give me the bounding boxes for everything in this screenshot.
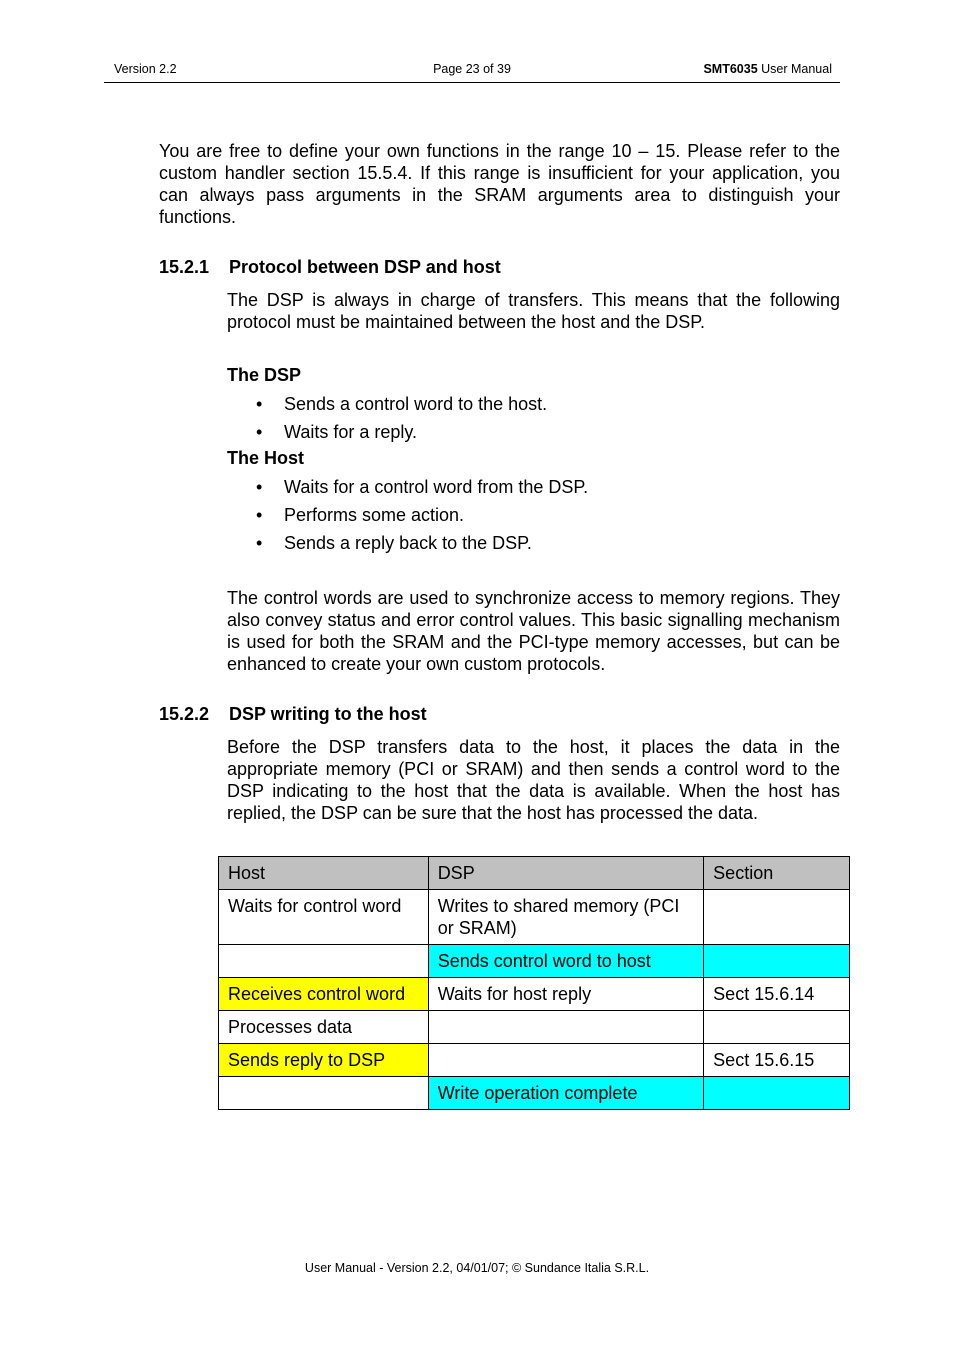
header-manual: User Manual [757,62,832,76]
section-number: 15.2.1 [159,257,210,277]
table-row [219,1011,850,1044]
table-cell: Sect 15.6.14 [704,978,850,1011]
list-item: • Sends a reply back to the DSP. [227,532,840,560]
header-cell-host: Host [219,857,429,890]
table-cell: Sect 15.6.15 [704,1044,850,1077]
list-item: • Waits for a control word from the DSP. [227,476,840,504]
table-row [219,945,850,978]
table-cell: Waits for host reply [428,978,703,1011]
table-cell [428,1011,703,1044]
list-item: • Performs some action. [227,504,840,532]
page-footer: User Manual - Version 2.2, 04/01/07; © Sundance Italia S.R.L. [304,1261,650,1275]
table-cell: Processes data [219,1011,429,1044]
protocol-paragraph: The DSP is always in charge of transfers. This means that the following protocol must be maintained between the host and the DSP. [227,290,840,332]
dsp-bullet-list [227,393,840,449]
section-heading-15-2-1 [159,257,501,278]
header-product: SMT6035 [703,62,758,76]
table-cell [219,1077,429,1110]
host-bullet-list [227,476,840,560]
table-header-row [219,857,850,890]
table-cell [704,1077,850,1110]
page-header [104,62,840,83]
table-row [219,1044,850,1077]
section-number: 15.2.2 [159,704,210,724]
table-cell [219,945,429,978]
dsp-writing-paragraph: Before the DSP transfers data to the host, it places the data in the appropriate memory (PCI or SRAM) and then sends a control word to the DSP indicating to the host that the data is available. When the host has replied, the DSP can be sure that the host has processed the data. [227,737,840,823]
list-item: • Sends a control word to the host. [227,393,840,421]
table-cell: Sends reply to DSP [219,1044,429,1077]
section-title: DSP writing to the host [229,704,427,724]
table-cell [704,945,850,978]
protocol-table [218,856,850,1110]
table-row [219,1077,850,1110]
intro-paragraph: You are free to define your own functions in the range 10 – 15. Please refer to the custom handler section 15.5.4. If this range is insufficient for your application, you can always pass arguments in the SRAM arguments area to distinguish your functions. [159,141,840,227]
dsp-subheading: The DSP [227,365,302,385]
host-subheading: The Host [227,448,305,468]
table-cell: Receives control word [219,978,429,1011]
section-title: Protocol between DSP and host [229,257,501,277]
header-title [703,62,832,76]
table-row [219,978,850,1011]
header-cell-dsp: DSP [428,857,703,890]
table-cell: Writes to shared memory (PCI or SRAM) [428,890,703,945]
table-row [219,890,850,945]
header-page-number: Page 23 of 39 [433,62,511,76]
table-cell [704,1011,850,1044]
section-heading-15-2-2 [159,704,427,725]
table-cell [704,890,850,945]
table-cell: Waits for control word [219,890,429,945]
header-version: Version 2.2 [114,62,177,76]
list-item: • Waits for a reply. [227,421,840,449]
table-cell: Sends control word to host [428,945,703,978]
control-words-paragraph: The control words are used to synchronize access to memory regions. They also convey status and error control values. This basic signalling mechanism is used for both the SRAM and the PCI-type memory accesses, but can be enhanced to create your own custom protocols. [227,588,840,674]
header-cell-section: Section [704,857,850,890]
table-cell [428,1044,703,1077]
table-cell: Write operation complete [428,1077,703,1110]
